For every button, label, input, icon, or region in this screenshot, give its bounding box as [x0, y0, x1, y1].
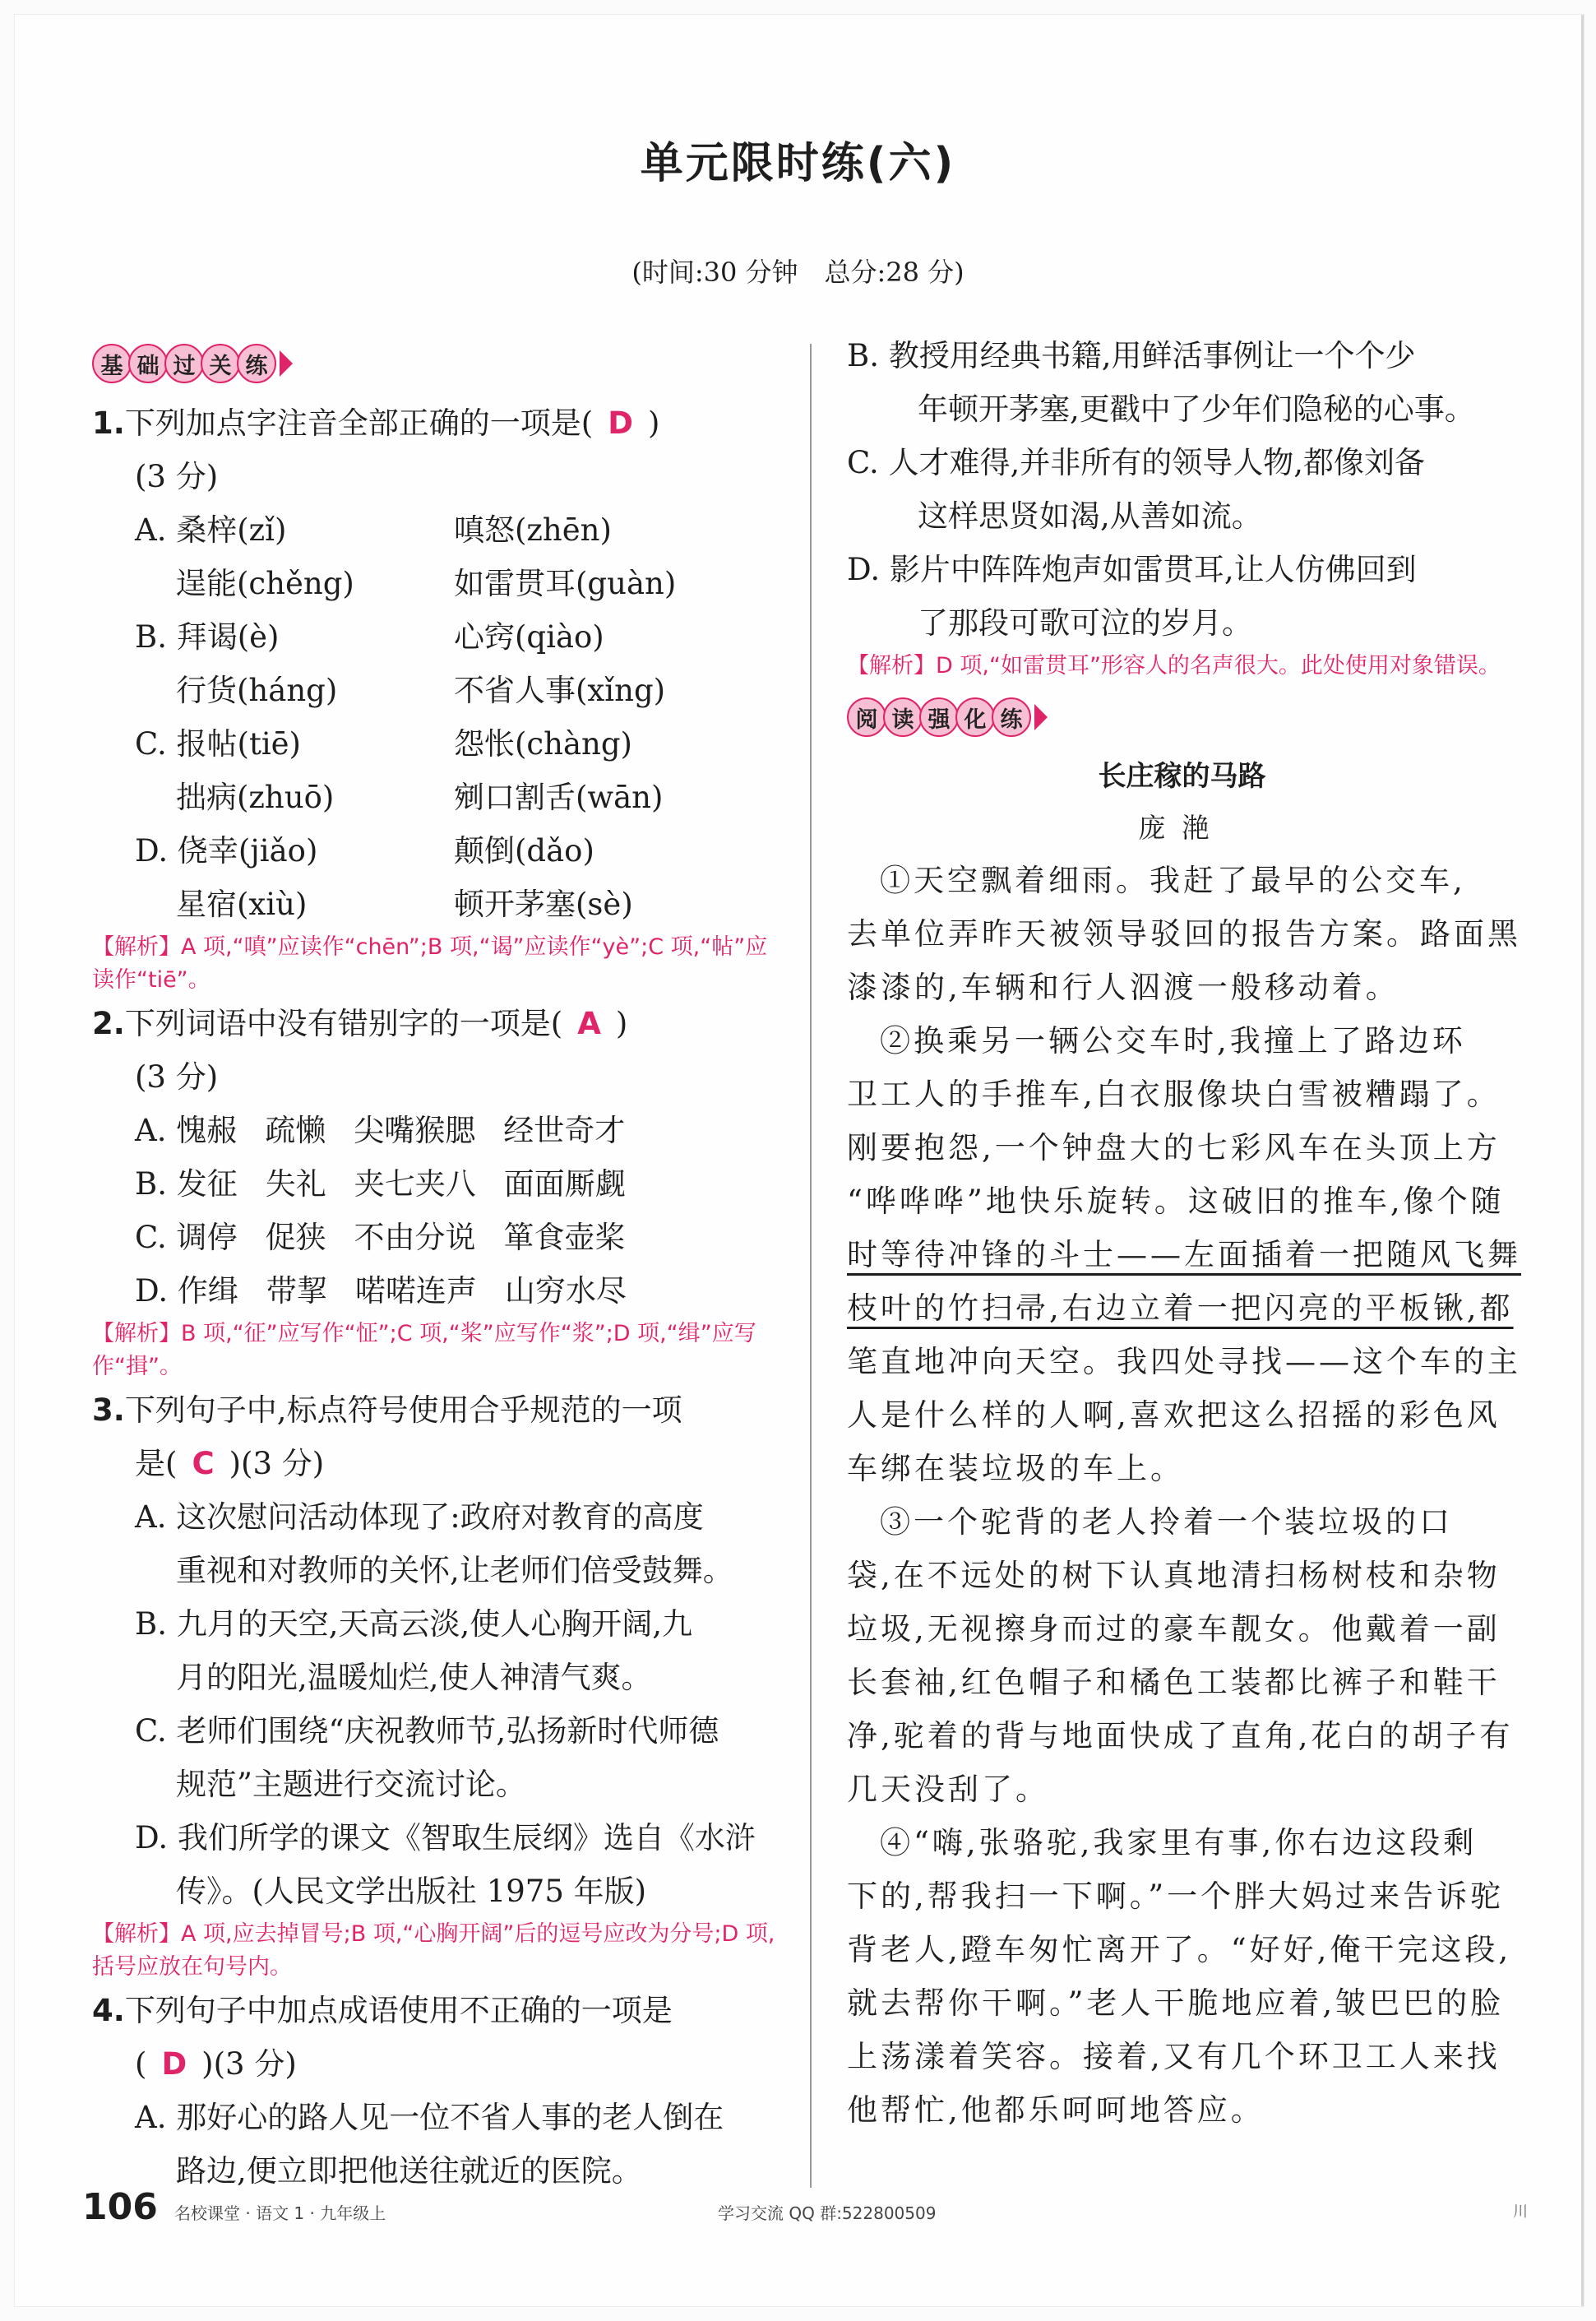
q1-option-row: A. 桑梓(zǐ) 嗔怒(zhēn) [135, 512, 612, 548]
paragraph-line: 垃圾,无视擦身而过的豪车靓女。他戴着一副 [847, 1611, 1501, 1647]
paragraph-line: 车绑在装垃圾的车上。 [847, 1451, 1184, 1486]
q2-option-row: B. 发征 失礼 夹七夹八 面面厮觑 [135, 1166, 626, 1202]
underlined-line: 枝叶的竹扫帚,右边立着一把闪亮的平板锹,都 [847, 1290, 1514, 1326]
question-4-analysis: 【解析】D 项,“如雷贯耳”形容人的名声很大。此处使用对象错误。 [847, 653, 1501, 679]
q4-option-line: 这样思贤如渴,从善如流。 [918, 498, 1262, 534]
q3-option-line: 规范”主题进行交流讨论。 [176, 1767, 526, 1802]
q2-option-row: D. 作缉 带挈 喏喏连声 山穷水尽 [135, 1273, 627, 1309]
question-1-stem: 1.下列加点字注音全部正确的一项是( D ) [92, 405, 660, 441]
q1-option-row: 星宿(xiù) 顿开茅塞(sè) [176, 887, 633, 922]
paragraph-line: 刚要抱怨,一个钟盘大的七彩风车在头顶上方 [847, 1130, 1501, 1165]
answer-mark: D [161, 2046, 187, 2082]
badge-char: 阅 [847, 697, 886, 737]
q3-option-line: D. 我们所学的课文《智取生辰纲》选自《水浒 [135, 1820, 756, 1855]
underlined-line: 时等待冲锋的斗士——左面插着一把随风飞舞 [847, 1237, 1521, 1272]
q3-option-line: 月的阳光,温暖灿烂,使人神清气爽。 [176, 1660, 652, 1695]
badge-char: 练 [992, 697, 1031, 737]
badge-arrow-icon [280, 350, 293, 377]
badge-char: 过 [164, 344, 204, 383]
paragraph-line: 净,驼着的背与地面快成了直角,花白的胡子有 [847, 1718, 1514, 1753]
paragraph-line: ③一个驼背的老人拎着一个装垃圾的口 [880, 1504, 1453, 1540]
paragraph-line: 下的,帮我扫一下啊。”一个胖大妈过来告诉驼 [847, 1879, 1505, 1914]
paragraph-line: 上荡漾着笑容。接着,又有几个环卫工人来找 [847, 2039, 1501, 2074]
q4-option-line: C. 人才难得,并非所有的领导人物,都像刘备 [847, 445, 1426, 480]
question-1-score: (3 分) [135, 459, 219, 494]
q3-option-line: 传》。(人民文学出版社 1975 年版) [176, 1874, 647, 1909]
paragraph-line: ①天空飘着细雨。我赶了最早的公交车, [880, 863, 1466, 898]
q2-option-row: A. 愧赧 疏懒 尖嘴猴腮 经世奇才 [135, 1113, 626, 1148]
q1-option-row: 拙病(zhuō) 剜口割舌(wān) [176, 780, 664, 815]
qq-group-info: 学习交流 QQ 群:522800509 [718, 2203, 937, 2223]
q1-option-row: D. 侥幸(jiǎo) 颠倒(dǎo) [135, 833, 594, 869]
paragraph-line: 就去帮你干啊。”老人干脆地应着,皱巴巴的脸 [847, 1985, 1505, 2021]
paragraph-line: 他帮忙,他都乐呵呵地答应。 [847, 2092, 1265, 2128]
column-divider [810, 344, 812, 2188]
question-4-stem-cont: ( D )(3 分) [135, 2046, 297, 2082]
question-2-analysis: 【解析】B 项,“征”应写作“怔”;C 项,“桨”应写作“浆”;D 项,“缉”应写作“揖”。 [92, 1321, 756, 1379]
question-3-analysis: 【解析】A 项,应去掉冒号;B 项,“心胸开阔”后的逗号应改为分号;D 项,括号应放在句号内。 [92, 1921, 775, 1980]
q4-option-line: A. 那好心的路人见一位不省人事的老人倒在 [135, 2100, 724, 2135]
right-column [847, 329, 1521, 2137]
paragraph-line: 人是什么样的人啊,喜欢把这么招摇的彩色风 [847, 1397, 1501, 1433]
q2-option-row: C. 调停 促狭 不由分说 箪食壶桨 [135, 1220, 626, 1255]
question-4-stem: 4.下列句子中加点成语使用不正确的一项是 [92, 1993, 673, 2028]
q4-option-line: D. 影片中阵阵炮声如雷贯耳,让人仿佛回到 [847, 552, 1417, 587]
page-title: 单元限时练(六) [640, 139, 956, 188]
q1-option-row: 行货(háng) 不省人事(xǐng) [176, 673, 666, 708]
article-body [847, 854, 1521, 2137]
article-title: 长庄稼的马路 [1098, 760, 1266, 793]
badge-char: 基 [92, 344, 132, 383]
badge-char: 关 [201, 344, 240, 383]
paragraph-line: 几天没刮了。 [847, 1772, 1049, 1807]
footer-mark: 川 [1513, 2203, 1528, 2221]
badge-arrow-icon [1034, 704, 1048, 730]
q4-option-line: B. 教授用经典书籍,用鲜活事例让一个个少 [847, 338, 1416, 373]
q1-option-row: 逞能(chěng) 如雷贯耳(guàn) [176, 566, 677, 601]
q4-option-line: 路边,便立即把他送往就近的医院。 [176, 2153, 642, 2189]
paragraph-line: 去单位弄昨天被领导驳回的报告方案。路面黑 [847, 916, 1521, 952]
page-subtitle: (时间:30 分钟 总分:28 分) [631, 257, 965, 288]
badge-char: 练 [237, 344, 276, 383]
question-3-stem: 3.下列句子中,标点符号使用合乎规范的一项 [92, 1392, 682, 1428]
q3-option-line: A. 这次慰问活动体现了:政府对教育的高度 [135, 1499, 704, 1535]
paragraph-line: 长套袖,红色帽子和橘色工装都比裤子和鞋干 [847, 1665, 1501, 1700]
question-1-analysis: 【解析】A 项,“嗔”应读作“chēn”;B 项,“谒”应读作“yè”;C 项,“帖”应读作“tiē”。 [92, 934, 768, 993]
q3-option-line: C. 老师们围绕“庆祝教师节,弘扬新时代师德 [135, 1713, 719, 1749]
paragraph-line: 背老人,蹬车匆忙离开了。“好好,俺干完这段, [847, 1932, 1512, 1967]
section-badge-reading [847, 694, 1517, 740]
answer-mark: D [608, 405, 633, 441]
paragraph-line: 卫工人的手推车,白衣服像块白雪被糟蹋了。 [847, 1077, 1501, 1112]
q4-option-line: 了那段可歌可泣的岁月。 [918, 605, 1252, 641]
paragraph-line: 漆漆的,车辆和行人泅渡一般移动着。 [847, 970, 1399, 1005]
page-number: 106 [82, 2186, 158, 2228]
book-info: 名校课堂 · 语文 1 · 九年级上 [174, 2203, 386, 2223]
paragraph-line: ②换乘另一辆公交车时,我撞上了路边环 [880, 1023, 1466, 1059]
left-column [92, 337, 783, 2198]
q1-option-row: C. 报帖(tiē) 怨怅(chàng) [135, 726, 632, 762]
paragraph-line: 笔直地冲向天空。我四处寻找——这个车的主 [847, 1344, 1521, 1379]
q4-option-line: 年顿开茅塞,更戳中了少年们隐秘的心事。 [918, 391, 1475, 427]
badge-char: 读 [883, 697, 923, 737]
question-3-stem-cont: 是( C )(3 分) [135, 1446, 325, 1481]
answer-mark: A [577, 1006, 601, 1041]
badge-char: 强 [919, 697, 959, 737]
q1-option-row: B. 拜谒(è) 心窍(qiào) [135, 619, 604, 655]
q3-option-line: B. 九月的天空,天高云淡,使人心胸开阔,九 [135, 1606, 692, 1642]
paragraph-line: 袋,在不远处的树下认真地清扫杨树枝和杂物 [847, 1558, 1501, 1593]
paragraph-line: “哗哗哗”地快乐旋转。这破旧的推车,像个随 [847, 1184, 1505, 1219]
question-2-stem: 2.下列词语中没有错别字的一项是( A ) [92, 1006, 628, 1041]
q3-option-line: 重视和对教师的关怀,让老师们倍受鼓舞。 [176, 1553, 733, 1588]
article-author: 庞滟 [1138, 812, 1226, 844]
paragraph-line: ④“嗨,张骆驼,我家里有事,你右边这段剩 [880, 1825, 1478, 1860]
badge-char: 化 [955, 697, 995, 737]
answer-mark: C [192, 1446, 215, 1481]
section-badge-basics [92, 341, 783, 387]
question-2-score: (3 分) [135, 1059, 219, 1095]
badge-char: 础 [128, 344, 168, 383]
